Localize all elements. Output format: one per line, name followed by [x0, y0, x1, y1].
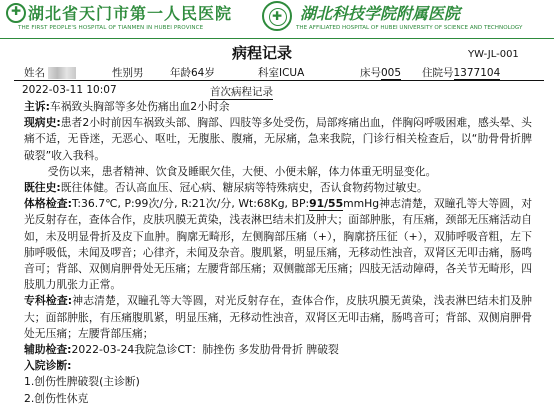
header-divider	[0, 38, 554, 39]
chief-complaint: 主诉:车祸致头胸部等多处伤痛出血2小时余	[24, 100, 230, 113]
redacted-name	[48, 67, 76, 79]
hospital-name-en: THE FIRST PEOPLE'S HOSPITAL OF TIANMEN IN HUBEI PROVINCE	[18, 25, 204, 31]
info-divider	[14, 80, 544, 81]
patient-age: 年龄64岁	[170, 67, 215, 79]
auxiliary-exam: 辅助检查:2022-03-24我院急诊CT：肺挫伤 多发肋骨骨折 脾破裂	[24, 343, 339, 357]
patient-name-field: 姓名	[24, 65, 76, 80]
diagnosis-item-2: 2.创伤性休克	[24, 391, 89, 405]
specialist-exam: 专科检查:神志清楚，双瞳孔等大等圆，对光反射存在，查体合作，皮肤巩膜无黄染，浅表淋巴结未扪及肿大；面部肿胀，有压痛腹肌紧，明显压痛，无移动性浊音，双肾区无叩击痛，肠鸣音可；背部、双侧肩胛骨处无压痛；左腰背部压痛；	[24, 294, 532, 340]
record-type: 首次病程记录	[210, 86, 273, 98]
admission-diagnosis: 入院诊断:	[24, 359, 72, 373]
university-name-cn: 湖北科技学院附属医院	[300, 4, 461, 23]
physical-exam: 体格检查:T:36.7℃, P:99次/分, R:21次/分, Wt:68Kg, BP:91/55mmHg神志清楚，双瞳孔等大等圆，对光反射存在，查体合作，皮肤巩膜无黄染，浅表淋巴结未扪及肿大；面部肿胀，有压痛，颈部无压痛活动自如，未及明显骨折及皮下血肿。胸廓无畸形，左侧胸部压痛（+），胸廓挤压征（+），双肺呼吸音粗，左下肺呼吸低，未闻及啰音；心律齐，未闻及杂音。腹肌紧，明显压痛，无移动性浊音，双肾区无叩击痛，肠鸣音可；背部、双侧肩胛骨处无压痛；左腰背部压痛；双侧髋部无压痛；四肢无活动障碍，各关节无畸形，四肢肌力肌张力正常。	[24, 197, 532, 292]
record-body	[24, 99, 532, 407]
patient-dept: 科室ICUA	[258, 67, 305, 79]
document-number: YW-JL-001	[468, 49, 519, 60]
hospital-name-cn: 湖北省天门市第一人民医院	[28, 4, 233, 23]
university-emblem-icon	[262, 1, 292, 31]
past-history: 既往史:既往体健。否认高血压、冠心病、糖尿病等特殊病史，否认食物药物过敏史。	[24, 181, 428, 195]
record-datetime: 2022-03-11 10:07	[22, 84, 117, 96]
history-general: 受伤以来，患者精神、饮食及睡眠欠佳，大便、小便未解，体力体重无明显变化。	[47, 164, 437, 178]
patient-gender: 性别男	[112, 67, 144, 79]
letterhead	[0, 0, 554, 46]
patient-bed: 床号005	[360, 67, 402, 79]
record-header	[22, 84, 273, 98]
diagnosis-item-1: 1.创伤性脾破裂(主诊断)	[24, 375, 140, 389]
document-title: 病程记录	[232, 44, 293, 62]
hospital-logo-icon	[6, 3, 26, 23]
history-present-illness: 现病史:患者2小时前因车祸致头部、胸部、四肢等多处受伤，局部疼痛出血，伴胸闷呼吸困难，感头晕、头痛不适，无昏迷，无恶心、呕吐，无腹胀、腹痛，无尿痛，急来我院，门诊行相关检查后，以“肋骨骨折脾破裂”收入我科。	[24, 116, 532, 162]
patient-admission: 住院号1377104	[422, 67, 501, 79]
university-name-en: THE AFFILIATED HOSPITAL OF HUBEI UNIVERSITY OF SCIENCE AND TECHNOLOGY	[296, 25, 523, 31]
blood-pressure: 91/55	[309, 197, 344, 211]
